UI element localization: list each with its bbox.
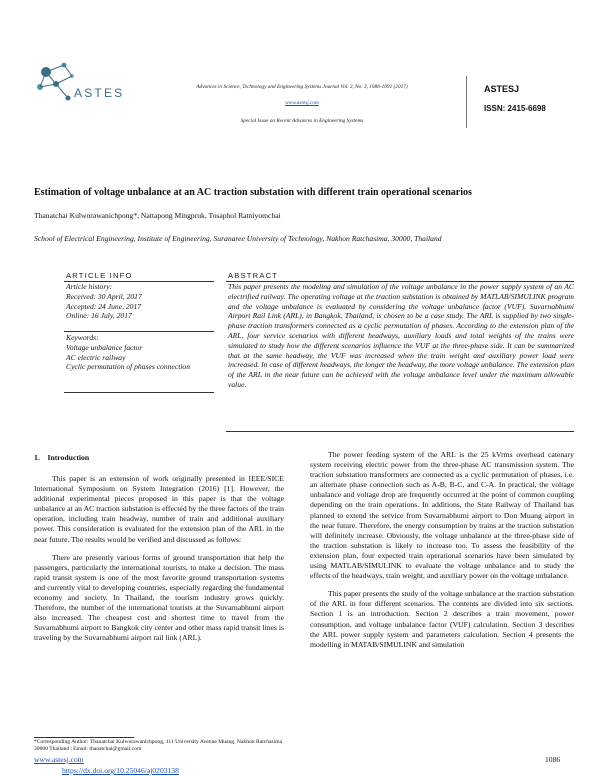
issn: ISSN: 2415-6698 xyxy=(484,104,546,113)
journal-url-link[interactable]: www.astesj.com xyxy=(285,100,319,106)
online-date: Online: 16 July, 2017 xyxy=(66,311,132,321)
page-number: 1086 xyxy=(545,755,561,764)
paragraph: There are presently various forms of ground transportation that help the passengers, particularly the international tourists, to make a decision. The mass rapid transit system is one of the most favorite ground transportation systems and currently vital to developing countries, especially regarding the fundamental economy and society. In Thailand, the tourism industry grows quickly. Therefore, the number of the international tourists at the Suvarnabhumi airport also increased. The cheapest cost and shortest time to travel from the Suvarnabhumi airport to Bangkok city center and other mass rapid transit lines is traveling by the Suvarnabhumi airport rail link (ARL). xyxy=(34,552,284,643)
divider xyxy=(64,392,214,393)
divider xyxy=(64,331,214,332)
special-issue: Special Issue on Recent Advances in Engineering Systems xyxy=(240,118,364,124)
history-label: Article history: xyxy=(66,282,113,291)
abstract-heading: ABSTRACT xyxy=(228,271,279,280)
divider xyxy=(226,431,574,432)
section-heading-introduction: 1. Introduction xyxy=(34,453,90,462)
journal-citation: Advances in Science, Technology and Engineering Systems Journal Vol. 2, No. 3, 1086-1091 (2017) xyxy=(196,84,408,90)
right-column xyxy=(310,450,574,650)
keywords xyxy=(66,333,214,372)
header-divider xyxy=(466,76,467,128)
article-info-heading: ARTICLE INFO xyxy=(66,271,133,280)
affiliation: School of Electrical Engineering, Institute of Engineering, Suranaree University of Technology, Nakhon Ratchasima, 30000, Thailand xyxy=(34,234,442,243)
paper-title: Estimation of voltage unbalance at an AC traction substation with different train operational scenarios xyxy=(34,187,472,198)
corresponding-author-footnote: *Corresponding Author: Thanatchai Kulworawanichpong, 111 University Avenue Muang, Nakhon Ratchasima 30000 Thailand | Email: thanatchai@gmail.com xyxy=(34,739,283,752)
keyword-item: Cyclic permutation of phases connection xyxy=(66,362,191,372)
logo-text: ASTES xyxy=(74,86,125,100)
paragraph: This paper presents the study of the voltage unbalance at the traction substation of the ARL in four different scenarios. The contents are divided into six sections. Section 1 is an introduction. Section 2 describes a train movement, power consumption, and voltage unbalance factor (VUF) calculation. Section 3 describes the ARL power supply system and parameters calculation. Section 4 presents the modelling in MATAB/SIMULINK and simulation xyxy=(310,589,574,649)
article-history xyxy=(66,282,214,321)
author-list: Thanatchai Kulworawanichpong*, Nattapong Mingpruk, Tosaphol Ratniyomchai xyxy=(34,211,281,220)
doi-link[interactable]: https://dx.doi.org/10.25046/aj0203138 xyxy=(62,766,179,775)
left-column xyxy=(34,474,284,644)
paragraph: This paper is an extension of work originally presented in IEEE/SICE International Symposium on System Integration (2016) [1]. However, the additional experimental pieces proposed in this paper is that the voltage unbalance at an AC traction substation is effected by the three factors of the train operation, including train headway, number of train and additional auxiliary power. This consideration is evaluated for the extension plan of the ARL in the near future. The results would be verified and discussed as follows: xyxy=(34,474,284,544)
footer-url-link[interactable]: www.astesj.com xyxy=(34,755,84,764)
keyword-item: Voltage unbalance factor xyxy=(66,342,143,352)
paragraph: The power feeding system of the ARL is the 25 kVrms overhead catenary system receiving electric power from the three-phase AC transmission system. The traction substation transformers are connected as a cyclic permutation of phases, i.e. an alternate phase connection such as A-B, B-C, and C-A. In practical, the voltage unbalance and voltage drop are frequently occurred at the point of common coupling depending on the train operations. In additions, the State Railway of Thailand has planned to extend the service from Suvarnabhumi airport to Don Muang airport in the near future. Therefore, the energy consumption by trains at the traction substation will definitely increase. Obviously, the voltage unbalance at the three-phase side of the traction substation is likely to increase too. To assess the feasibility of the extension plan, four expected train operational scenarios have been simulated by using MATLAB/SIMULINK to evaluate the voltage unbalance and to study the effects of the headways, train weight, and auxiliary power on the voltage unbalance. xyxy=(310,450,574,581)
journal-brand: ASTESJ xyxy=(484,84,520,94)
keyword-item: AC electric railway xyxy=(66,352,126,362)
received-date: Received: 30 April, 2017 xyxy=(66,291,142,301)
abstract-text: This paper presents the modeling and simulation of the voltage unbalance in the power supply system of an AC electrified railway. The operating voltage at the traction substation is obtained by MATLAB/SIMULINK program and the voltage unbalance is evaluated by considering the voltage unbalance factor (VUF). Suvarnabhumi Airport Rail Link (ARL), in Bangkok, Thailand, is chosen to be a case study. The ARL is supplied by two single-phase traction transformers connected as a cyclic permutation of phases. According to the extension plan of the ARL, four service scenarios with different headways, auxiliary loads and total weights of the trains were simulated to study how the different scenarios influence the VUF at the three-phase side. It can be summarized that at the same headway, the VUF was increased when the train weight and auxiliary power load were increased. In case of different headways, the longer the headway, the more voltage unbalance. The extension plan of the ARL in the near future can be achieved with the voltage unbalance level under the maximum allowable value. xyxy=(228,282,574,389)
footnote-divider xyxy=(34,737,134,738)
keywords-label: Keywords: xyxy=(66,333,99,342)
accepted-date: Accepted: 24 June, 2017 xyxy=(66,301,142,311)
